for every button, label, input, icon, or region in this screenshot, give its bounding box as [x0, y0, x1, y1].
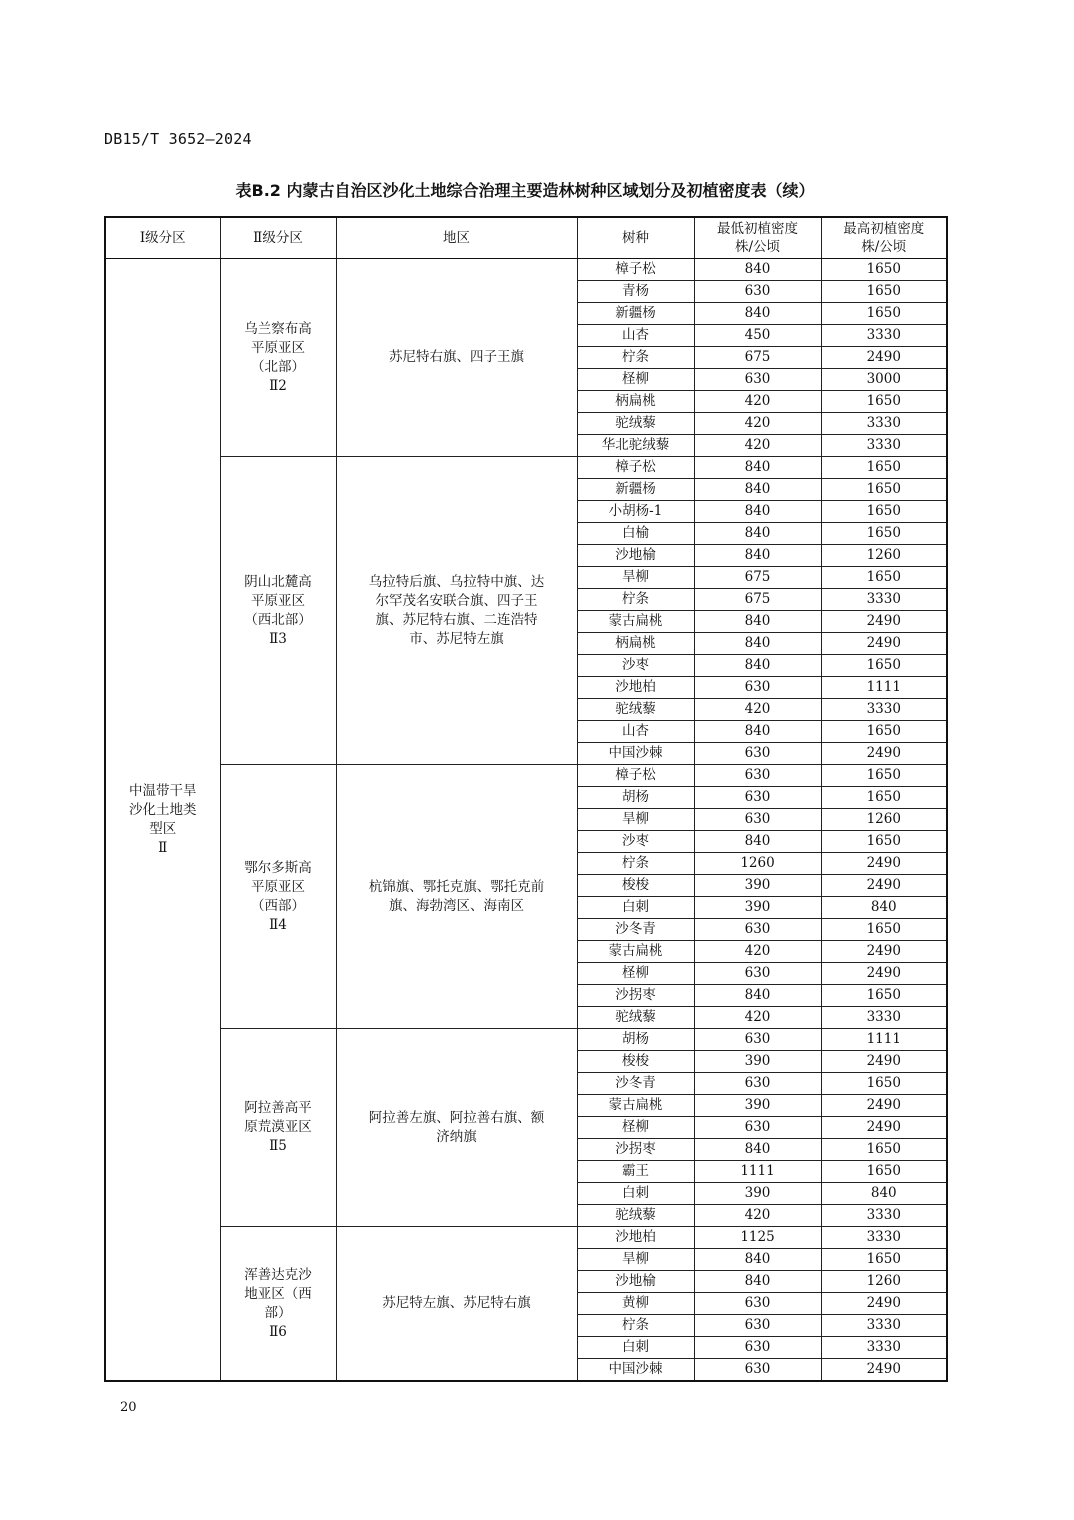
max-density-cell: 1650 [821, 1139, 947, 1161]
species-cell: 蒙古扁桃 [577, 1095, 694, 1117]
min-density-cell: 420 [694, 435, 821, 457]
min-density-cell: 390 [694, 1051, 821, 1073]
max-density-cell: 1650 [821, 1249, 947, 1271]
table-title: 表B.2 内蒙古自治区沙化土地综合治理主要造林树种区域划分及初植密度表（续） [235, 181, 815, 200]
min-density-cell: 390 [694, 875, 821, 897]
max-density-cell: 3330 [821, 325, 947, 347]
min-density-cell: 840 [694, 1139, 821, 1161]
max-density-cell: 2490 [821, 1051, 947, 1073]
min-density-cell: 420 [694, 1205, 821, 1227]
min-density-cell: 1111 [694, 1161, 821, 1183]
min-density-cell: 390 [694, 1095, 821, 1117]
table-row [105, 1227, 947, 1249]
max-density-cell: 1650 [821, 787, 947, 809]
max-density-cell: 2490 [821, 611, 947, 633]
species-cell: 柄扁桃 [577, 633, 694, 655]
level1-zone-cell: 中温带干旱 沙化土地类 型区 Ⅱ [105, 259, 220, 1382]
species-cell: 驼绒藜 [577, 699, 694, 721]
max-density-cell: 1650 [821, 765, 947, 787]
max-density-cell: 1650 [821, 281, 947, 303]
min-density-cell: 675 [694, 347, 821, 369]
min-density-cell: 675 [694, 567, 821, 589]
max-density-cell: 840 [821, 897, 947, 919]
max-density-cell: 1111 [821, 1029, 947, 1051]
min-density-cell: 840 [694, 721, 821, 743]
species-cell: 驼绒藜 [577, 1205, 694, 1227]
species-cell: 沙拐枣 [577, 1139, 694, 1161]
species-cell: 白刺 [577, 897, 694, 919]
level2-zone-cell: 阿拉善高平 原荒漠亚区 Ⅱ5 [220, 1029, 336, 1227]
min-density-cell: 630 [694, 1337, 821, 1359]
max-density-cell: 1650 [821, 303, 947, 325]
species-cell: 山杏 [577, 721, 694, 743]
max-density-cell: 1650 [821, 567, 947, 589]
species-cell: 华北驼绒藜 [577, 435, 694, 457]
min-density-cell: 840 [694, 831, 821, 853]
min-density-cell: 840 [694, 457, 821, 479]
species-cell: 沙拐枣 [577, 985, 694, 1007]
table-row [105, 457, 947, 479]
species-cell: 中国沙棘 [577, 1359, 694, 1382]
min-density-cell: 420 [694, 413, 821, 435]
column-header-level1: Ⅰ级分区 [105, 217, 220, 259]
region-cell: 苏尼特左旗、苏尼特右旗 [336, 1227, 577, 1382]
max-density-cell: 3330 [821, 435, 947, 457]
species-cell: 沙地榆 [577, 545, 694, 567]
min-density-cell: 840 [694, 611, 821, 633]
max-density-cell: 3330 [821, 1007, 947, 1029]
min-density-cell: 840 [694, 259, 821, 281]
species-cell: 蒙古扁桃 [577, 611, 694, 633]
species-cell: 沙地榆 [577, 1271, 694, 1293]
species-cell: 柽柳 [577, 963, 694, 985]
column-header-region: 地区 [336, 217, 577, 259]
min-density-cell: 630 [694, 281, 821, 303]
species-cell: 旱柳 [577, 567, 694, 589]
species-cell: 梭梭 [577, 1051, 694, 1073]
max-density-cell: 1650 [821, 479, 947, 501]
min-density-cell: 840 [694, 545, 821, 567]
species-cell: 沙冬青 [577, 919, 694, 941]
table-row [105, 765, 947, 787]
max-density-cell: 2490 [821, 1117, 947, 1139]
species-cell: 沙地柏 [577, 1227, 694, 1249]
table-header [105, 217, 947, 259]
species-cell: 小胡杨-1 [577, 501, 694, 523]
species-cell: 樟子松 [577, 259, 694, 281]
max-density-cell: 3000 [821, 369, 947, 391]
max-density-cell: 1650 [821, 655, 947, 677]
min-density-cell: 630 [694, 1359, 821, 1382]
species-cell: 柽柳 [577, 369, 694, 391]
species-cell: 沙枣 [577, 655, 694, 677]
max-density-cell: 1260 [821, 545, 947, 567]
document-code: DB15/T 3652—2024 [104, 130, 252, 148]
min-density-cell: 840 [694, 1249, 821, 1271]
species-cell: 胡杨 [577, 1029, 694, 1051]
column-header-species: 树种 [577, 217, 694, 259]
max-density-cell: 2490 [821, 963, 947, 985]
max-density-cell: 1650 [821, 457, 947, 479]
min-density-cell: 840 [694, 479, 821, 501]
min-density-cell: 630 [694, 1293, 821, 1315]
min-density-cell: 1125 [694, 1227, 821, 1249]
max-density-cell: 3330 [821, 1337, 947, 1359]
species-cell: 柄扁桃 [577, 391, 694, 413]
min-density-cell: 675 [694, 589, 821, 611]
species-cell: 山杏 [577, 325, 694, 347]
species-cell: 白榆 [577, 523, 694, 545]
table-body [105, 259, 947, 1382]
species-cell: 柠条 [577, 853, 694, 875]
max-density-cell: 2490 [821, 347, 947, 369]
max-density-cell: 2490 [821, 1293, 947, 1315]
max-density-cell: 1650 [821, 1073, 947, 1095]
min-density-cell: 420 [694, 699, 821, 721]
min-density-cell: 630 [694, 919, 821, 941]
min-density-cell: 840 [694, 633, 821, 655]
species-cell: 青杨 [577, 281, 694, 303]
min-density-cell: 840 [694, 1271, 821, 1293]
max-density-cell: 1260 [821, 809, 947, 831]
max-density-cell: 1650 [821, 523, 947, 545]
min-density-cell: 390 [694, 897, 821, 919]
species-cell: 樟子松 [577, 457, 694, 479]
min-density-cell: 630 [694, 1073, 821, 1095]
species-cell: 白刺 [577, 1183, 694, 1205]
species-cell: 驼绒藜 [577, 413, 694, 435]
max-density-cell: 2490 [821, 743, 947, 765]
max-density-cell: 1650 [821, 259, 947, 281]
species-cell: 中国沙棘 [577, 743, 694, 765]
region-cell: 杭锦旗、鄂托克旗、鄂托克前 旗、海勃湾区、海南区 [336, 765, 577, 1029]
species-cell: 旱柳 [577, 1249, 694, 1271]
max-density-cell: 840 [821, 1183, 947, 1205]
min-density-cell: 630 [694, 743, 821, 765]
min-density-cell: 1260 [694, 853, 821, 875]
max-density-cell: 2490 [821, 1359, 947, 1382]
species-cell: 沙地柏 [577, 677, 694, 699]
table-row [105, 259, 947, 281]
max-density-cell: 1650 [821, 919, 947, 941]
species-cell: 梭梭 [577, 875, 694, 897]
max-density-cell: 1111 [821, 677, 947, 699]
min-density-cell: 630 [694, 963, 821, 985]
max-density-cell: 3330 [821, 589, 947, 611]
species-cell: 黄柳 [577, 1293, 694, 1315]
level2-zone-cell: 鄂尔多斯高 平原亚区 （西部） Ⅱ4 [220, 765, 336, 1029]
column-header-level2: Ⅱ级分区 [220, 217, 336, 259]
max-density-cell: 2490 [821, 941, 947, 963]
min-density-cell: 420 [694, 941, 821, 963]
species-cell: 新疆杨 [577, 479, 694, 501]
species-cell: 新疆杨 [577, 303, 694, 325]
page-number: 20 [120, 1400, 137, 1415]
species-cell: 胡杨 [577, 787, 694, 809]
region-cell: 阿拉善左旗、阿拉善右旗、额 济纳旗 [336, 1029, 577, 1227]
max-density-cell: 3330 [821, 413, 947, 435]
min-density-cell: 630 [694, 1029, 821, 1051]
min-density-cell: 840 [694, 523, 821, 545]
max-density-cell: 2490 [821, 1095, 947, 1117]
max-density-cell: 2490 [821, 853, 947, 875]
min-density-cell: 630 [694, 1315, 821, 1337]
level2-zone-cell: 浑善达克沙 地亚区（西 部） Ⅱ6 [220, 1227, 336, 1382]
species-cell: 柽柳 [577, 1117, 694, 1139]
max-density-cell: 3330 [821, 699, 947, 721]
header-row [105, 217, 947, 259]
min-density-cell: 630 [694, 765, 821, 787]
min-density-cell: 390 [694, 1183, 821, 1205]
species-cell: 白刺 [577, 1337, 694, 1359]
species-cell: 樟子松 [577, 765, 694, 787]
min-density-cell: 840 [694, 501, 821, 523]
species-density-table [104, 216, 948, 1382]
species-cell: 驼绒藜 [577, 1007, 694, 1029]
region-cell: 苏尼特右旗、四子王旗 [336, 259, 577, 457]
min-density-cell: 630 [694, 787, 821, 809]
max-density-cell: 1260 [821, 1271, 947, 1293]
min-density-cell: 630 [694, 1117, 821, 1139]
max-density-cell: 2490 [821, 875, 947, 897]
table-row [105, 1029, 947, 1051]
min-density-cell: 840 [694, 303, 821, 325]
species-cell: 霸王 [577, 1161, 694, 1183]
min-density-cell: 630 [694, 677, 821, 699]
max-density-cell: 1650 [821, 1161, 947, 1183]
max-density-cell: 1650 [821, 721, 947, 743]
species-cell: 沙枣 [577, 831, 694, 853]
species-cell: 旱柳 [577, 809, 694, 831]
max-density-cell: 2490 [821, 633, 947, 655]
min-density-cell: 840 [694, 985, 821, 1007]
min-density-cell: 840 [694, 655, 821, 677]
max-density-cell: 1650 [821, 831, 947, 853]
column-header-max-density: 最高初植密度 株/公顷 [821, 217, 947, 259]
species-cell: 沙冬青 [577, 1073, 694, 1095]
species-cell: 柠条 [577, 589, 694, 611]
min-density-cell: 630 [694, 809, 821, 831]
max-density-cell: 3330 [821, 1315, 947, 1337]
level2-zone-cell: 乌兰察布高 平原亚区 （北部） Ⅱ2 [220, 259, 336, 457]
column-header-min-density: 最低初植密度 株/公顷 [694, 217, 821, 259]
max-density-cell: 1650 [821, 985, 947, 1007]
max-density-cell: 1650 [821, 391, 947, 413]
min-density-cell: 420 [694, 1007, 821, 1029]
max-density-cell: 3330 [821, 1227, 947, 1249]
min-density-cell: 450 [694, 325, 821, 347]
region-cell: 乌拉特后旗、乌拉特中旗、达 尔罕茂名安联合旗、四子王 旗、苏尼特右旗、二连浩特 市、苏尼特左旗 [336, 457, 577, 765]
max-density-cell: 3330 [821, 1205, 947, 1227]
level2-zone-cell: 阴山北麓高 平原亚区 （西北部） Ⅱ3 [220, 457, 336, 765]
min-density-cell: 420 [694, 391, 821, 413]
max-density-cell: 1650 [821, 501, 947, 523]
species-cell: 柠条 [577, 347, 694, 369]
species-cell: 蒙古扁桃 [577, 941, 694, 963]
min-density-cell: 630 [694, 369, 821, 391]
species-cell: 柠条 [577, 1315, 694, 1337]
